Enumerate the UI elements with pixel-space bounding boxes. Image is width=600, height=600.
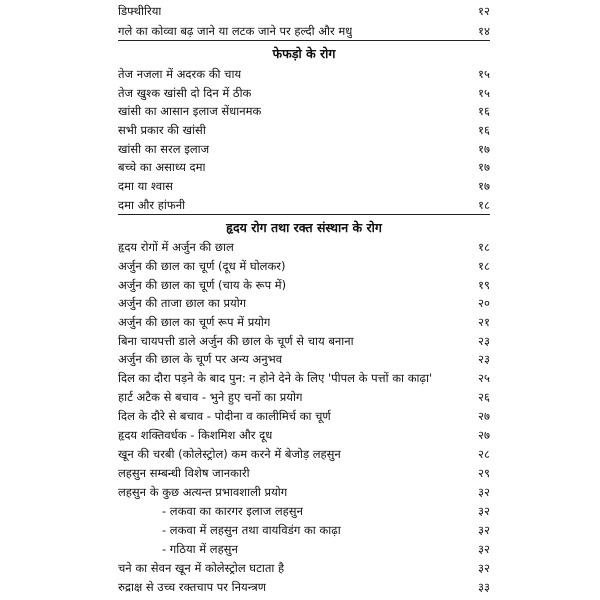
section-heading: फेफड़ो के रोग xyxy=(272,46,336,61)
toc-entry-title: अर्जुन की छाल का चूर्ण रूप में प्रयोग xyxy=(118,315,271,329)
toc-entry-page-number: २६ xyxy=(478,390,490,404)
toc-entry-page-number: १२ xyxy=(478,4,490,18)
toc-entry-page-number: ३२ xyxy=(478,485,490,499)
toc-entry-page-number: १६ xyxy=(478,104,490,118)
toc-entry-title: दमा और हांफनी xyxy=(118,198,186,212)
toc-entry-page-number: १५ xyxy=(478,67,490,81)
toc-entry-page-number: १७ xyxy=(478,179,490,193)
toc-entry-title: डिफ्थीरिया xyxy=(118,4,162,18)
toc-entry-page-number: २८ xyxy=(478,447,490,461)
toc-entry-page-number: ३२ xyxy=(478,523,490,537)
toc-entry-page-number: १६ xyxy=(478,123,490,137)
toc-entry-title: बच्चे का असाध्य दमा xyxy=(118,160,206,174)
toc-entry-title: चने का सेवन खून में कोलेस्ट्रोल घटाता है xyxy=(118,561,285,575)
toc-entry xyxy=(118,445,490,463)
toc-entry-page-number: २७ xyxy=(478,428,490,442)
toc-entry xyxy=(118,276,490,294)
toc-entry xyxy=(118,464,490,482)
toc-entry-title: लहसुन सम्बन्धी विशेष जानकारी xyxy=(118,466,250,480)
toc-entry-title: बिना चायपत्ती डाले अर्जुन की छाल के चूर्ण से चाय बनाना xyxy=(118,334,354,348)
toc-entry-page-number: १७ xyxy=(478,142,490,156)
toc-entry-title: लहसुन के कुछ अत्यन्त प्रभावशाली प्रयोग xyxy=(118,485,288,499)
toc-entry-page-number: २३ xyxy=(478,334,490,348)
toc-entry xyxy=(118,121,490,139)
toc-entry xyxy=(118,559,490,577)
toc-entry-title: हार्ट अटैक से बचाव - भुने हुए चनों का प्रयोग xyxy=(118,390,303,404)
toc-entry xyxy=(118,426,490,444)
toc-entry xyxy=(118,578,490,596)
toc-entry xyxy=(118,238,490,256)
toc-entry xyxy=(118,140,490,158)
toc-entry-title: हृदय रोगों में अर्जुन की छाल xyxy=(118,240,234,254)
toc-entry xyxy=(118,65,490,83)
toc-entry-title: तेज खुश्क खांसी दो दिन में ठीक xyxy=(118,86,252,100)
toc-entry-page-number: २१ xyxy=(478,315,490,329)
toc-entry-page-number: २९ xyxy=(478,466,490,480)
toc-entry xyxy=(118,102,490,120)
toc-entry-title: सभी प्रकार की खांसी xyxy=(118,123,206,137)
section-divider xyxy=(118,214,490,215)
toc-entry xyxy=(118,158,490,176)
toc-entry xyxy=(118,540,490,558)
toc-entry-page-number: २७ xyxy=(478,409,490,423)
section-heading: हृदय रोग तथा रक्त संस्थान के रोग xyxy=(226,220,382,235)
toc-entry-page-number: ३२ xyxy=(478,542,490,556)
toc-entry xyxy=(118,313,490,331)
toc-entry xyxy=(118,502,490,520)
toc-entry-page-number: १४ xyxy=(478,24,490,38)
toc-entry-title: - लकवा का कारगर इलाज लहसुन xyxy=(162,504,303,518)
toc-entry-title: दिल का दौरा पड़ने के बाद पुन: न होने देने के लिए 'पीपल के पत्तों का काढ़ा' xyxy=(118,371,433,385)
toc-entry-page-number: १८ xyxy=(478,240,490,254)
toc-entry xyxy=(118,332,490,350)
toc-entry xyxy=(118,2,490,20)
toc-entry xyxy=(118,84,490,102)
toc-entry xyxy=(118,257,490,275)
toc-entry-page-number: २३ xyxy=(478,352,490,366)
toc-entry xyxy=(118,483,490,501)
toc-entry xyxy=(118,294,490,312)
toc-entry xyxy=(118,388,490,406)
section-divider xyxy=(118,40,490,41)
toc-entry-title: खांसी का सरल इलाज xyxy=(118,142,210,156)
toc-entry-title: दमा या श्वास xyxy=(118,179,173,193)
toc-entry-page-number: ३२ xyxy=(478,504,490,518)
toc-entry-title: - लकवा में लहसुन तथा वायविडंग का काढ़ा xyxy=(162,523,341,537)
toc-entry-title: तेज नजला में अदरक की चाय xyxy=(118,67,242,81)
toc-entry-title: रुद्राक्ष से उच्च रक्तचाप पर नियन्त्रण xyxy=(118,580,267,594)
toc-entry-page-number: २० xyxy=(478,296,490,310)
toc-entry xyxy=(118,369,490,387)
toc-entry-page-number: १८ xyxy=(478,259,490,273)
toc-entry xyxy=(118,196,490,214)
toc-entry xyxy=(118,521,490,539)
toc-entry-title: - गठिया में लहसुन xyxy=(162,542,238,556)
toc-entry-page-number: ३२ xyxy=(478,561,490,575)
toc-entry-page-number: १७ xyxy=(478,160,490,174)
toc-entry xyxy=(118,407,490,425)
toc-entry xyxy=(118,177,490,195)
toc-entry-title: गले का कोव्वा बढ़ जाने या लटक जाने पर हल्दी और मधु xyxy=(118,24,353,38)
toc-entry-title: अर्जुन की ताजा छाल का प्रयोग xyxy=(118,296,247,310)
toc-entry-title: खून की चरबी (कोलेस्ट्रोल) कम करने में बेजोड़ लहसुन xyxy=(118,447,341,461)
toc-entry-title: अर्जुन की छाल का चूर्ण (चाय के रूप में) xyxy=(118,278,287,292)
toc-entry-title: अर्जुन की छाल का चूर्ण (दूध में घोलकर) xyxy=(118,259,286,273)
toc-entry-title: अर्जुन की छाल के चूर्ण पर अन्य अनुभव xyxy=(118,352,283,366)
toc-entry-page-number: १८ xyxy=(478,198,490,212)
toc-entry-title: खांसी का आसान इलाज सेंधानमक xyxy=(118,104,262,118)
toc-entry-title: हृदय शक्तिवर्धक - किशमिश और दूध xyxy=(118,428,273,442)
toc-entry-title: दिल के दौरे से बचाव - पोदीना व कालीमिर्च का चूर्ण xyxy=(118,409,331,423)
toc-entry-page-number: ३३ xyxy=(478,580,490,594)
toc-entry-page-number: २५ xyxy=(478,371,490,385)
toc-entry xyxy=(118,22,490,40)
toc-entry-page-number: १५ xyxy=(478,86,490,100)
toc-entry xyxy=(118,350,490,368)
toc-entry-page-number: १९ xyxy=(478,278,490,292)
